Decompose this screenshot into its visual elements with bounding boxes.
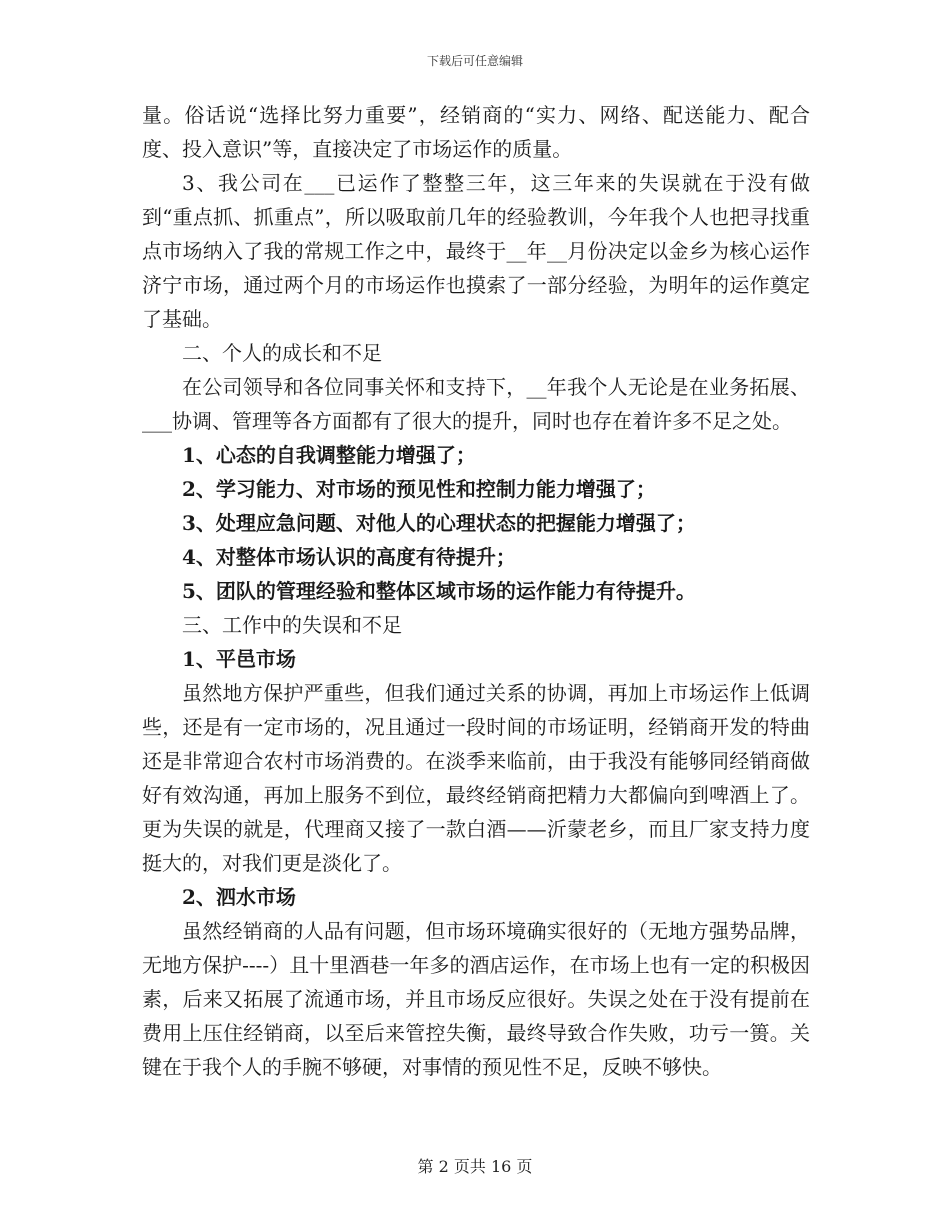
list-item-4: 4、对整体市场认识的高度有待提升； — [182, 545, 516, 569]
page-header: 下载后可任意编辑 — [426, 54, 523, 68]
section-heading-personal-growth: 二、个人的成长和不足 — [182, 341, 382, 365]
subheading-sishui-market: 2、泗水市场 — [182, 885, 296, 909]
paragraph-2: 3、我公司在___已运作了整整三年，这三年来的失误就在于没有做到“重点抓、抓重点”，所以吸取前几年的经验教训，今年我个人也把寻找重点市场纳入了我的常规工作之中，最终于__年__月份决定以金乡为核心运作济宁市场，通过两个月的市场运作也摸索了一部分经验，为明年的运作奠定了基础。 — [142, 171, 810, 331]
paragraph-pingyi: 虽然地方保护严重些，但我们通过关系的协调，再加上市场运作上低调些，还是有一定市场的，况且通过一段时间的市场证明，经销商开发的特曲还是非常迎合农村市场消费的。在淡季来临前，由于我没有能够同经销商做好有效沟通，再加上服务不到位，最终经销商把精力大都偏向到啤酒上了。更为失误的就是，代理商又接了一款白酒——沂蒙老乡，而且厂家支持力度挺大的，对我们更是淡化了。 — [142, 681, 810, 875]
page-footer: 第 2 页共 16 页 — [417, 1157, 533, 1176]
document-body — [142, 98, 810, 1084]
list-item-2: 2、学习能力、对市场的预见性和控制力能力增强了； — [182, 477, 656, 501]
subheading-pingyi-market: 1、平邑市场 — [182, 647, 296, 671]
list-item-3: 3、处理应急问题、对他人的心理状态的把握能力增强了； — [182, 511, 696, 535]
list-item-5: 5、团队的管理经验和整体区域市场的运作能力有待提升。 — [182, 579, 696, 603]
paragraph-1: 量。俗话说“选择比努力重要”，经销商的“实力、网络、配送能力、配合度、投入意识”等，直接决定了市场运作的质量。 — [142, 103, 810, 161]
paragraph-sishui: 虽然经销商的人品有问题，但市场环境确实很好的（无地方强势品牌，无地方保护----）且十里酒巷一年多的酒店运作，在市场上也有一定的积极因素，后来又拓展了流通市场，并且市场反应很好。失误之处在于没有提前在费用上压住经销商，以至后来管控失衡，最终导致合作失败，功亏一篑。关键在于我个人的手腕不够硬，对事情的预见性不足，反映不够快。 — [142, 919, 810, 1079]
paragraph-3: 在公司领导和各位同事关怀和支持下，__年我个人无论是在业务拓展、___协调、管理等各方面都有了很大的提升，同时也存在着许多不足之处。 — [142, 375, 810, 433]
list-item-1: 1、心态的自我调整能力增强了； — [182, 443, 476, 467]
section-heading-mistakes: 三、工作中的失误和不足 — [182, 613, 402, 637]
